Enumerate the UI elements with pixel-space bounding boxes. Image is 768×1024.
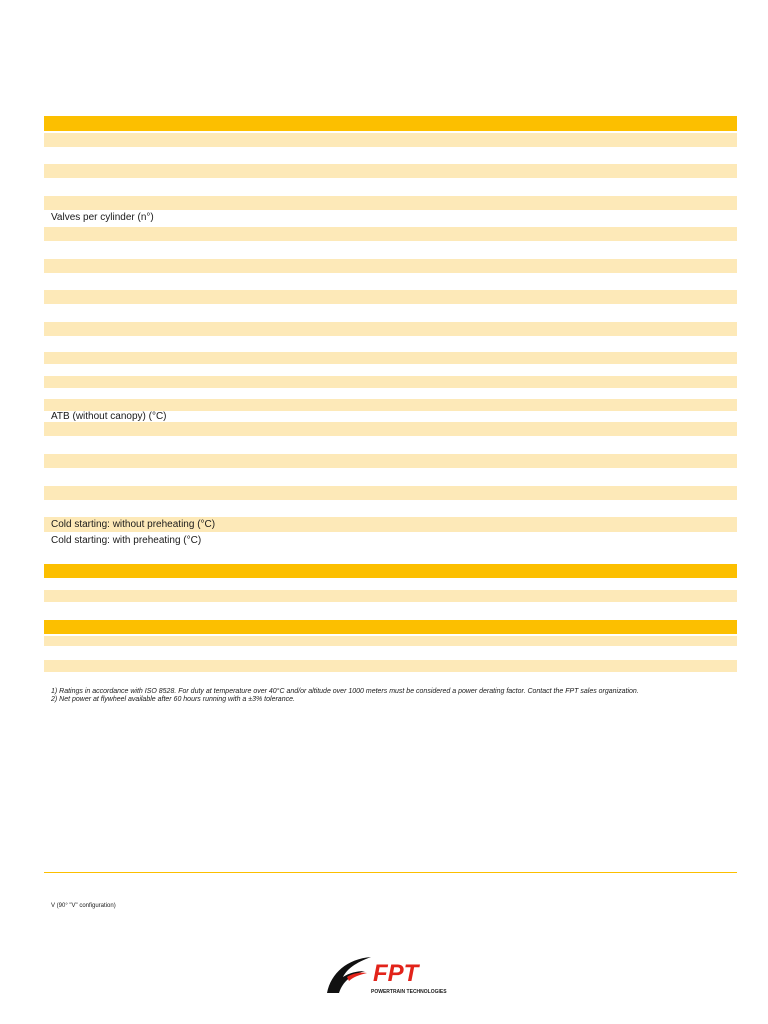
table-row-band [44, 454, 737, 468]
logo-wordmark: FPT [373, 960, 419, 987]
footnote-1: 1) Ratings in accordance with ISO 8528. For duty at temperature over 40°C and/or altitude over 1000 meters must be considered a power derating factor. Contact the FPT sales organization. [51, 688, 639, 695]
table-row-band [44, 352, 737, 364]
footnotes [51, 688, 639, 705]
row-label-cold-start-with-preheating: Cold starting: with preheating (°C) [51, 535, 202, 546]
table-row-band [44, 259, 737, 273]
table-row-band [44, 196, 737, 210]
section-header-band [44, 564, 737, 578]
table-row-band [44, 636, 737, 646]
footnote-2: 2) Net power at flywheel available after 60 hours running with a ±3% tolerance. [51, 696, 295, 704]
table-header-band [44, 116, 737, 131]
table-row-band [44, 422, 737, 436]
row-label-atb-without-canopy: ATB (without canopy) (°C) [51, 411, 167, 422]
table-row-band [44, 133, 737, 147]
footer-divider [44, 872, 737, 873]
table-row-band [44, 164, 737, 178]
table-row-band [44, 660, 737, 672]
table-row-band [44, 290, 737, 304]
section-header-band [44, 620, 737, 634]
logo-tagline: POWERTRAIN TECHNOLOGIES [371, 989, 447, 995]
fpt-logo [325, 955, 455, 997]
table-row-band [44, 322, 737, 336]
table-row-band [44, 590, 737, 602]
table-row-band [44, 399, 737, 411]
configuration-note: V (90° "V" configuration) [51, 903, 116, 909]
row-label-valves-per-cylinder: Valves per cylinder (n°) [51, 212, 154, 223]
table-row-band [44, 227, 737, 241]
table-row-band [44, 376, 737, 388]
table-row-band [44, 486, 737, 500]
row-label-cold-start-without-preheating: Cold starting: without preheating (°C) [51, 519, 216, 530]
